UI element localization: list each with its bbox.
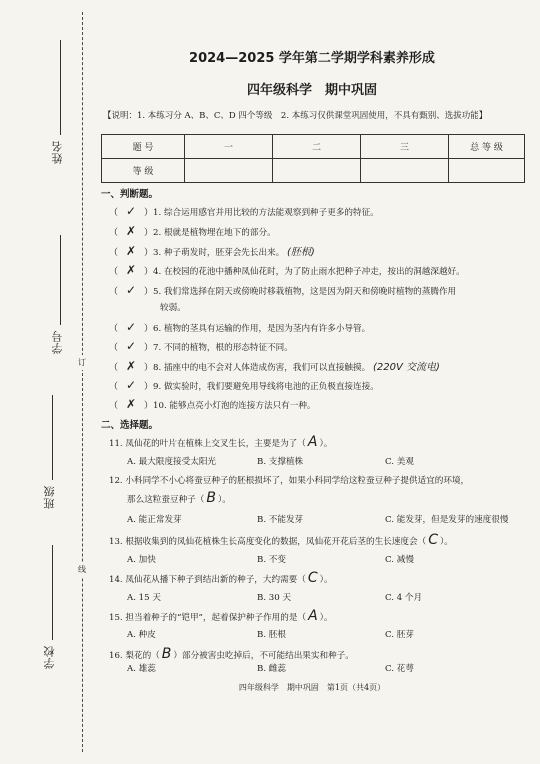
grade-cell[interactable] [185, 159, 273, 183]
question-13 [109, 532, 453, 548]
name-field[interactable] [60, 40, 62, 135]
tf-item-text: 10. 能够点亮小灯泡的连接方法只有一种。 [153, 401, 316, 411]
table-cell: 三 [361, 135, 449, 159]
option-b: B. 30 天 [257, 593, 292, 603]
option-c: C. 4 个月 [385, 593, 423, 603]
answer-mark[interactable]: ✓ [125, 283, 137, 297]
student-id-field[interactable] [60, 235, 62, 325]
answer-choice[interactable]: B [206, 490, 216, 506]
question-16 [109, 646, 354, 662]
answer-mark[interactable]: ✓ [125, 204, 137, 218]
option-a: A. 15 天 [127, 593, 161, 603]
grade-table-header-row [102, 135, 525, 159]
grade-cell[interactable] [361, 159, 449, 183]
handwritten-note: (胚根) [287, 247, 315, 258]
exam-title: 2024—2025 学年第二学期学科素养形成 [189, 51, 435, 66]
tf-item-text: 8. 插座中的电不会对人体造成伤害，我们可以直接触摸。 [153, 363, 371, 373]
tf-item-text: 3. 种子萌发时，胚芽会先长出来。 [153, 248, 285, 258]
tf-item: （ ✓ ）7. 不同的植物，根的形态特征不同。 [109, 339, 293, 353]
tf-item-text: 2. 根就是植物埋在地下的部分。 [153, 228, 276, 238]
question-14 [109, 570, 333, 586]
tf-item: （ ✗ ）10. 能够点亮小灯泡的连接方法只有一种。 [109, 397, 316, 411]
option-c: C. 能发芽，但是发芽的速度很慢 [385, 515, 509, 525]
option-a: A. 雄蕊 [127, 664, 156, 674]
tf-item: （ ✓ ）1. 综合运用感官并用比较的方法能观察到种子更多的特征。 [109, 204, 379, 218]
table-cell: 二 [273, 135, 361, 159]
student-id-label: 学号 [51, 330, 64, 354]
option-b: B. 雌蕊 [257, 664, 286, 674]
answer-choice[interactable]: C [428, 532, 438, 548]
tf-item: （ ✗ ）2. 根就是植物埋在地下的部分。 [109, 224, 276, 238]
option-c: C. 胚芽 [385, 630, 414, 640]
section-heading: 二、选择题。 [101, 420, 159, 431]
question-text: ）。 [319, 613, 333, 623]
tf-item: （ ✗ ）3. 种子萌发时，胚芽会先长出来。 (胚根) [109, 244, 315, 258]
answer-choice[interactable]: C [307, 570, 318, 586]
question-text: 14. 凤仙花从播下种子到结出新的种子，大约需要（ [109, 575, 306, 585]
option-a: A. 最大限度接受太阳光 [127, 457, 217, 467]
answer-choice[interactable]: A [307, 434, 318, 450]
tf-item-text: 4. 在校园的花池中播种凤仙花时，为了防止雨水把种子冲走，按出的洞越深越好。 [153, 267, 465, 277]
exam-subtitle: 四年级科学 期中巩固 [246, 83, 377, 98]
tf-item-text: 7. 不同的植物，根的形态特征不同。 [153, 343, 293, 353]
grade-table-row [102, 159, 525, 183]
tf-item: （ ✗ ）8. 插座中的电不会对人体造成伤害，我们可以直接触摸。 (220V 交流电) [109, 359, 440, 373]
option-a: A. 加快 [127, 555, 156, 565]
answer-choice[interactable]: A [308, 608, 318, 624]
option-c: C. 减慢 [385, 555, 414, 565]
question-11 [109, 434, 332, 450]
answer-choice[interactable]: B [161, 646, 172, 662]
dashed-cut-line [82, 12, 83, 752]
question-text: ）。 [217, 495, 231, 505]
table-cell: 总 等 级 [449, 135, 525, 159]
question-12-line2 [127, 490, 231, 506]
tf-item-text: 9. 做实验时，我们要避免用导线将电池的正负极直接连接。 [153, 382, 379, 392]
answer-mark[interactable]: ✓ [125, 339, 137, 353]
table-cell: 题 号 [102, 135, 185, 159]
answer-mark[interactable]: ✗ [125, 397, 137, 411]
option-a: A. 种皮 [127, 630, 156, 640]
option-a: A. 能正常发芽 [127, 515, 182, 525]
question-text: 12. 小科同学不小心将蚕豆种子的胚根损坏了，如果小科同学给这粒蚕豆种子提供适宜的环境， [109, 476, 470, 486]
answer-mark[interactable]: ✓ [125, 320, 137, 334]
option-c: C. 美观 [385, 457, 414, 467]
option-c: C. 花萼 [385, 664, 414, 674]
option-b: B. 胚根 [257, 630, 286, 640]
question-text: 13. 根据收集到的凤仙花植株生长高度变化的数据，凤仙花开花后茎的生长速度会（ [109, 537, 427, 547]
page-footer: 四年级科学 期中巩固 第1页（共4页） [238, 683, 386, 692]
table-cell: 一 [185, 135, 273, 159]
tf-item: （ ✗ ）4. 在校园的花池中播种凤仙花时，为了防止雨水把种子冲走，按出的洞越深越好。 [109, 263, 465, 277]
exam-note: 【说明：1. 本练习分 A、B、C、D 四个等级 2. 本练习仅供课堂巩固使用，不具有甄别、选拔功能】 [103, 111, 488, 121]
tf-item: （ ✓ ）6. 植物的茎具有运输的作用，是因为茎内有许多小导管。 [109, 320, 371, 334]
question-text: 15. 担当着种子的“铠甲”，起着保护种子作用的是（ [109, 613, 307, 623]
tf-item-text: 6. 植物的茎具有运输的作用，是因为茎内有许多小导管。 [153, 324, 371, 334]
option-b: B. 支撑植株 [257, 457, 304, 467]
option-b: B. 不能发芽 [257, 515, 304, 525]
option-b: B. 不变 [257, 555, 286, 565]
handwritten-note: (220V 交流电) [372, 362, 440, 373]
school-label: 学校 [43, 645, 56, 669]
tf-item-continuation: 较弱。 [160, 303, 186, 313]
tf-item: （ ✓ ）9. 做实验时，我们要避免用导线将电池的正负极直接连接。 [109, 378, 379, 392]
grade-cell[interactable] [273, 159, 361, 183]
table-cell: 等 级 [102, 159, 185, 183]
name-label: 姓名 [51, 140, 64, 164]
tf-item-text: 1. 综合运用感官并用比较的方法能观察到种子更多的特征。 [153, 208, 379, 218]
question-text: 11. 凤仙花的叶片在植株上交叉生长，主要是为了（ [109, 439, 306, 449]
question-text: 那么这粒蚕豆种子（ [127, 495, 205, 505]
answer-mark[interactable]: ✗ [125, 244, 137, 258]
answer-mark[interactable]: ✗ [125, 224, 137, 238]
question-15 [109, 608, 333, 624]
question-12 [109, 474, 469, 486]
question-text: ）。 [319, 575, 333, 585]
answer-mark[interactable]: ✗ [125, 263, 137, 277]
section-heading: 一、判断题。 [101, 189, 159, 200]
grade-cell[interactable] [449, 159, 525, 183]
question-text: ）。 [439, 537, 453, 547]
binding-mark-ding: 订 [78, 355, 86, 370]
grade-table [101, 134, 525, 183]
class-label: 班级 [43, 485, 56, 509]
tf-item-text: 5. 我们常选择在阴天或傍晚时移栽植物，这是因为阴天和傍晚时植物的蒸腾作用 [153, 287, 457, 297]
class-field[interactable] [52, 395, 54, 480]
question-text: ）。 [319, 439, 333, 449]
answer-mark[interactable]: ✗ [125, 359, 137, 373]
question-text: 16. 梨花的（ [109, 651, 160, 661]
binding-mark-xian: 线 [78, 562, 86, 577]
binding-strip [0, 0, 95, 764]
question-text: ）部分被害虫吃掉后，不可能结出果实和种子。 [173, 651, 354, 661]
answer-mark[interactable]: ✓ [125, 378, 137, 392]
school-field[interactable] [52, 545, 54, 640]
tf-item: （ ✓ ）5. 我们常选择在阴天或傍晚时移栽植物，这是因为阴天和傍晚时植物的蒸腾作用 [109, 283, 457, 297]
